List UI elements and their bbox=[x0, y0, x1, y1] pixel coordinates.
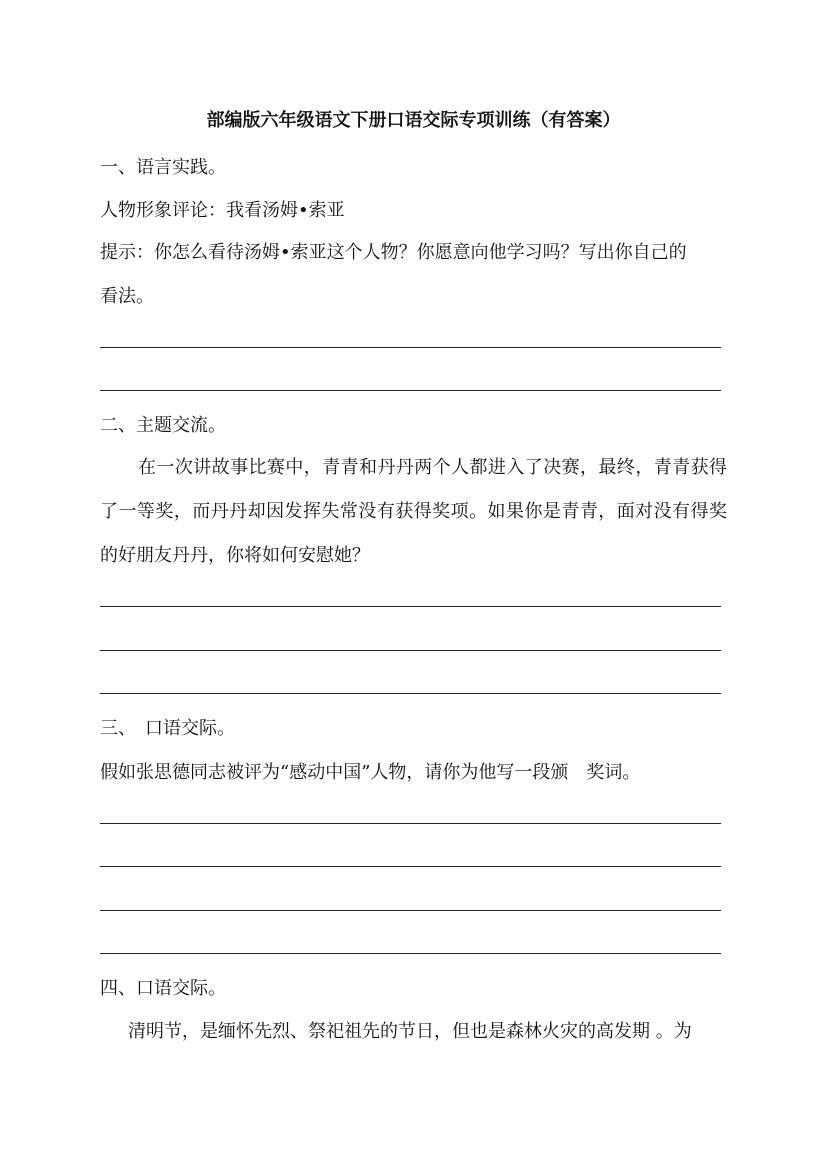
answer-line bbox=[100, 953, 721, 954]
section4-paragraph-start: 清明节，是缅怀先烈、祭祀祖先的节日，但也是森林火灾的高发期 。为 bbox=[128, 1021, 692, 1042]
answer-line bbox=[100, 606, 721, 607]
section1-topic: 人物形象评论：我看汤姆•索亚 bbox=[100, 200, 345, 221]
answer-line bbox=[100, 910, 721, 911]
answer-line bbox=[100, 693, 721, 694]
section3-heading: 三、 口语交际。 bbox=[100, 718, 235, 739]
section3-prompt: 假如张思德同志被评为“感动中国”人物，请你为他写一段颁 奖词。 bbox=[100, 762, 641, 783]
answer-line bbox=[100, 390, 721, 391]
answer-line bbox=[100, 347, 721, 348]
answer-line bbox=[100, 823, 721, 824]
section1-prompt-line1: 提示：你怎么看待汤姆•索亚这个人物？你愿意向他学习吗？写出你自己的 bbox=[100, 242, 687, 263]
section4-heading: 四、口语交际。 bbox=[100, 978, 226, 999]
page-title: 部编版六年级语文下册口语交际专项训练（有答案） bbox=[206, 110, 621, 131]
answer-line bbox=[100, 650, 721, 651]
section1-heading: 一、语言实践。 bbox=[100, 157, 226, 178]
answer-line bbox=[100, 866, 721, 867]
section1-prompt-line2: 看法。 bbox=[100, 286, 154, 307]
section2-paragraph: 在一次讲故事比赛中，青青和丹丹两个人都进入了决赛，最终，青青获得了一等奖，而丹丹却因发挥失常没有获得奖项。如果你是青青，面对没有得奖的好朋友丹丹，你将如何安慰她？ bbox=[100, 457, 727, 566]
section2-heading: 二、主题交流。 bbox=[100, 415, 226, 436]
